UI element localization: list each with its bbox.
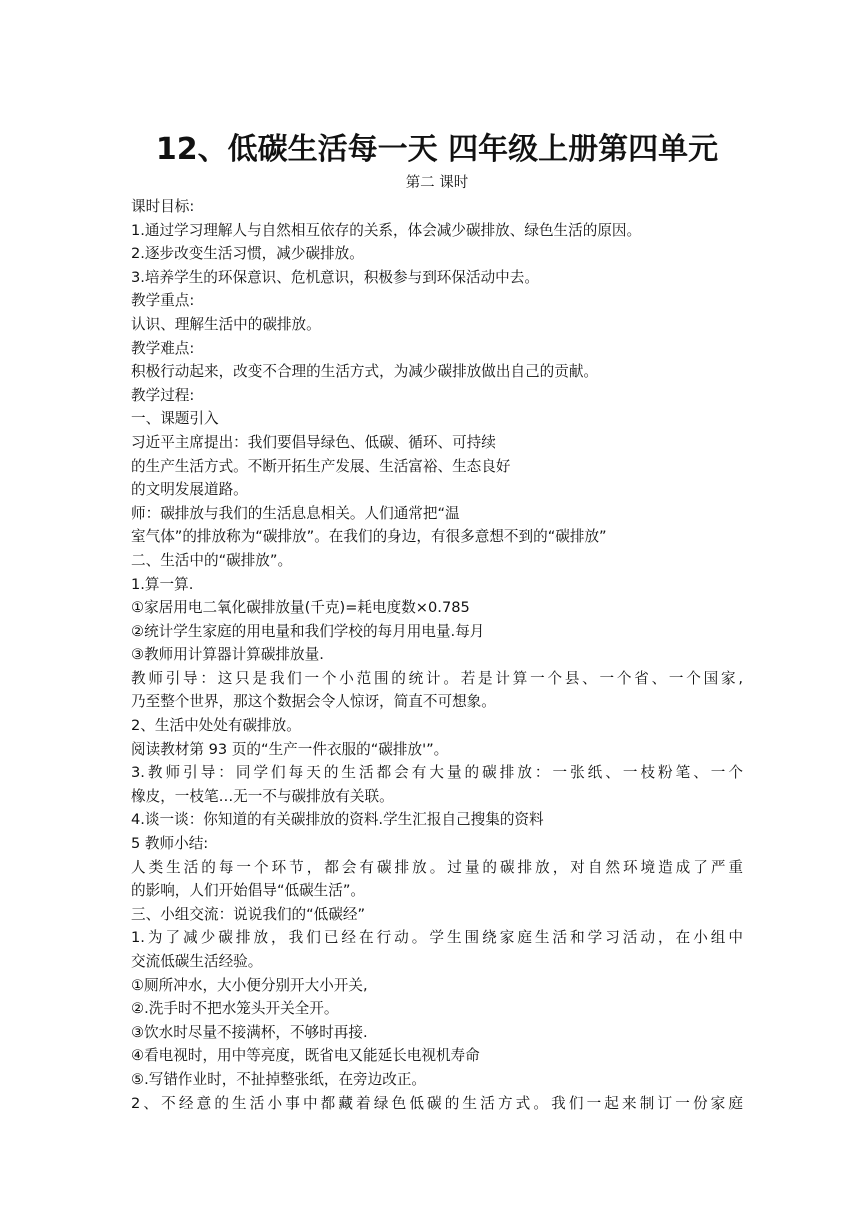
- body-line: 1.算一算.: [131, 575, 194, 593]
- body-line: 的文明发展道路。: [131, 481, 248, 499]
- body-line: 室气体”的排放称为“碳排放”。在我们的身边，有很多意想不到的“碳排放”: [131, 528, 607, 546]
- body-line: 三、小组交流：说说我们的“低碳经”: [131, 905, 366, 923]
- body-line: 乃至整个世界，那这个数据会令人惊讶，简直不可想象。: [131, 693, 496, 711]
- body-line: ②统计学生家庭的用电量和我们学校的每月用电量.每月: [131, 622, 485, 640]
- body-line: 教学难点:: [131, 339, 195, 357]
- body-line: 的影响，人们开始倡导“低碳生活”。: [131, 882, 366, 900]
- body-line: ③饮水时尽量不接满杯，不够时再接.: [131, 1023, 368, 1041]
- body-line: 积极行动起来，改变不合理的生活方式，为减少碳排放做出自己的贡献。: [131, 363, 599, 381]
- document-page: [131, 128, 743, 1115]
- body-line: ①厕所冲水，大小便分别开大小开关,: [131, 976, 368, 994]
- body-line: 的生产生活方式。不断开拓生产发展、生活富裕、生态良好: [131, 457, 511, 475]
- body-line: ⑤.写错作业时，不扯掉整张纸，在旁边改正。: [131, 1070, 427, 1088]
- body-line: 3.培养学生的环保意识、危机意识，积极参与到环保活动中去。: [131, 268, 539, 286]
- body-line: 师：碳排放与我们的生活息息相关。人们通常把“温: [131, 504, 460, 522]
- body-line: 1.为了减少碳排放，我们已经在行动。学生围绕家庭生活和学习活动，在小组中: [131, 929, 743, 947]
- document-subtitle: 第二 课时: [405, 175, 469, 191]
- body-line: 交流低碳生活经验。: [131, 953, 263, 970]
- body-line: 教学重点:: [131, 292, 195, 310]
- body-line: 2、不经意的生活小事中都藏着绿色低碳的生活方式。我们一起来制订一份家庭: [131, 1094, 743, 1112]
- body-line: 教学过程:: [131, 386, 195, 404]
- body-line: 一、课题引入: [131, 410, 219, 428]
- document-title: 12、低碳生活每一天 四年级上册第四单元: [155, 132, 719, 167]
- body-line: ④看电视时，用中等亮度，既省电又能延长电视机寿命: [131, 1047, 480, 1065]
- body-line: 二、生活中的“碳排放”。: [131, 551, 293, 569]
- body-line: ②.洗手时不把水笼头开关全开。: [131, 1000, 339, 1018]
- body-line: 2.逐步改变生活习惯，减少碳排放。: [131, 245, 364, 263]
- body-line: 教师引导：这只是我们一个小范围的统计。若是计算一个县、一个省、一个国家,: [131, 669, 743, 687]
- body-line: ③教师用计算器计算碳排放量.: [131, 646, 324, 664]
- body-line: 3.教师引导：同学们每天的生活都会有大量的碳排放：一张纸、一枝粉笔、一个: [131, 764, 743, 782]
- body-line: 阅读教材第 93 页的“生产一件衣服的“碳排放'”。: [131, 740, 449, 758]
- body-line: 4.谈一谈：你知道的有关碳排放的资料.学生汇报自己搜集的资料: [131, 811, 544, 829]
- document-body: [131, 195, 743, 1115]
- body-line: 认识、理解生活中的碳排放。: [131, 315, 321, 333]
- body-line: 5 教师小结:: [131, 835, 209, 853]
- body-line: 人类生活的每一个环节，都会有碳排放。过量的碳排放，对自然环境造成了严重: [131, 858, 743, 876]
- body-line: 1.通过学习理解人与自然相互依存的关系，体会减少碳排放、绿色生活的原因。: [131, 221, 642, 239]
- body-line: ①家居用电二氧化碳排放量(千克)=耗电度数×0.785: [131, 599, 470, 617]
- body-line: 橡皮，一枝笔…无一不与碳排放有关联。: [131, 787, 394, 805]
- body-line: 2、生活中处处有碳排放。: [131, 717, 301, 735]
- body-line: 习近平主席提出：我们要倡导绿色、低碳、循环、可持续: [131, 433, 496, 451]
- body-line: 课时目标:: [131, 198, 195, 215]
